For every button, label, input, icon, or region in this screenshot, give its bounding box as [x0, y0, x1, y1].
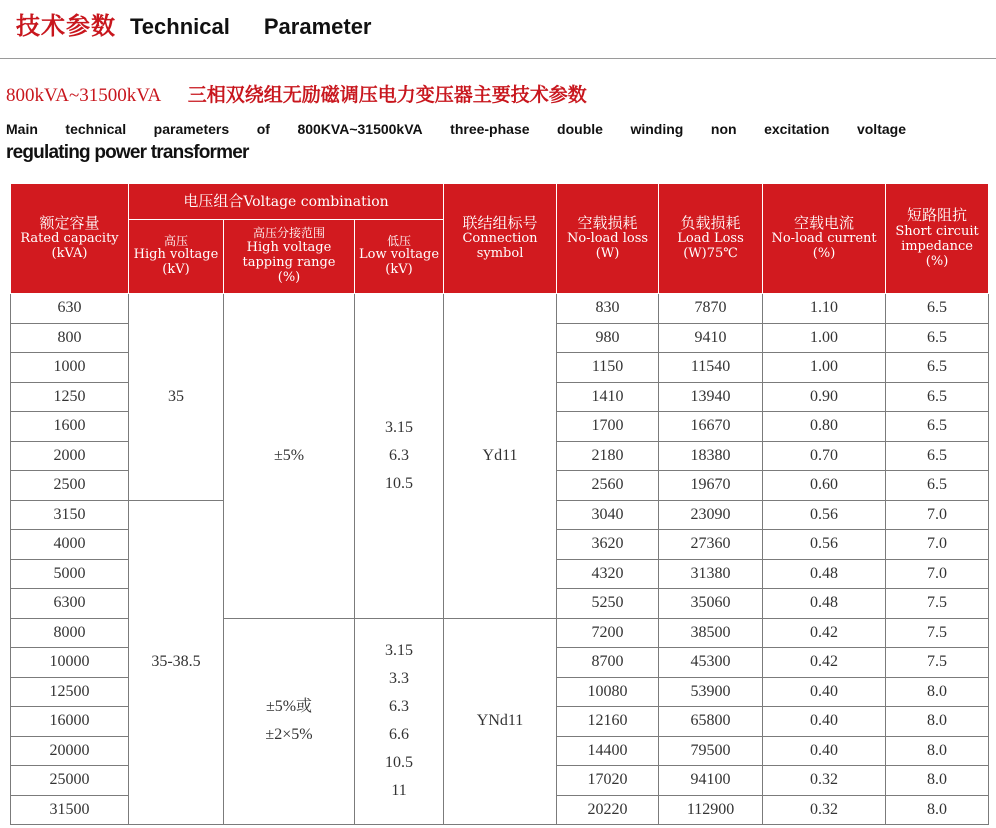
- cell-impedance: 6.5: [886, 294, 989, 324]
- technical-parameter-table: [10, 183, 989, 825]
- cell-high-voltage-35-38-5: 35-38.5: [129, 500, 224, 825]
- header-short-circuit-impedance: 短路阻抗 Short circuit impedance (%): [886, 184, 989, 294]
- description-word: technical: [65, 121, 127, 137]
- cell-impedance: 6.5: [886, 353, 989, 383]
- cell-no-load-current: 0.32: [763, 795, 886, 825]
- cell-capacity: 800: [11, 323, 129, 353]
- cell-capacity: 4000: [11, 530, 129, 560]
- header-tapping-range: 高压分接范围 High voltage tapping range (%): [224, 220, 355, 294]
- header-no-load-current: 空载电流 No-load current (%): [763, 184, 886, 294]
- cell-no-load-current: 1.00: [763, 353, 886, 383]
- cell-tapping-range-a: ±5%: [224, 294, 355, 619]
- cell-impedance: 8.0: [886, 795, 989, 825]
- cell-no-load-loss: 1410: [557, 382, 659, 412]
- cell-impedance: 7.0: [886, 559, 989, 589]
- cell-capacity: 8000: [11, 618, 129, 648]
- description-word: of: [256, 121, 270, 137]
- cell-capacity: 12500: [11, 677, 129, 707]
- header-low-voltage: 低压 Low voltage (kV): [355, 220, 444, 294]
- cell-no-load-current: 0.60: [763, 471, 886, 501]
- cell-load-loss: 65800: [659, 707, 763, 737]
- subtitle-title-cn: 三相双绕组无励磁调压电力变压器主要技术参数: [187, 84, 587, 106]
- cell-no-load-current: 0.70: [763, 441, 886, 471]
- cell-no-load-loss: 12160: [557, 707, 659, 737]
- cell-load-loss: 11540: [659, 353, 763, 383]
- cell-capacity: 5000: [11, 559, 129, 589]
- cell-capacity: 2000: [11, 441, 129, 471]
- cell-load-loss: 23090: [659, 500, 763, 530]
- cell-no-load-current: 0.56: [763, 500, 886, 530]
- cell-capacity: 6300: [11, 589, 129, 619]
- cell-load-loss: 35060: [659, 589, 763, 619]
- cell-impedance: 8.0: [886, 677, 989, 707]
- description-word: non: [710, 121, 737, 137]
- cell-capacity: 20000: [11, 736, 129, 766]
- cell-impedance: 6.5: [886, 323, 989, 353]
- cell-load-loss: 112900: [659, 795, 763, 825]
- description-word: 800KVA~31500kVA: [297, 121, 423, 137]
- cell-no-load-loss: 17020: [557, 766, 659, 796]
- cell-no-load-loss: 3620: [557, 530, 659, 560]
- cell-no-load-current: 0.40: [763, 707, 886, 737]
- cell-load-loss: 7870: [659, 294, 763, 324]
- cell-impedance: 6.5: [886, 412, 989, 442]
- cell-no-load-loss: 7200: [557, 618, 659, 648]
- cell-load-loss: 18380: [659, 441, 763, 471]
- cell-load-loss: 94100: [659, 766, 763, 796]
- cell-no-load-current: 0.48: [763, 559, 886, 589]
- subtitle: [6, 80, 587, 107]
- cell-impedance: 6.5: [886, 471, 989, 501]
- cell-impedance: 6.5: [886, 382, 989, 412]
- subtitle-capacity-range: 800kVA~31500kVA: [6, 85, 162, 106]
- cell-no-load-current: 0.40: [763, 677, 886, 707]
- table-row: [11, 294, 989, 324]
- cell-no-load-loss: 5250: [557, 589, 659, 619]
- cell-no-load-current: 1.10: [763, 294, 886, 324]
- cell-load-loss: 13940: [659, 382, 763, 412]
- cell-impedance: 7.5: [886, 618, 989, 648]
- page-title-cn: 技术参数: [16, 12, 116, 40]
- cell-no-load-loss: 1150: [557, 353, 659, 383]
- cell-capacity: 1250: [11, 382, 129, 412]
- page-title-en-technical: Technical: [130, 14, 230, 39]
- cell-load-loss: 53900: [659, 677, 763, 707]
- description-word: winding: [630, 121, 684, 137]
- cell-capacity: 3150: [11, 500, 129, 530]
- cell-impedance: 8.0: [886, 736, 989, 766]
- description-word: double: [557, 121, 603, 137]
- cell-low-voltage-b: 3.15 3.3 6.3 6.6 10.5 11: [355, 618, 444, 825]
- cell-no-load-loss: 1700: [557, 412, 659, 442]
- cell-impedance: 8.0: [886, 766, 989, 796]
- cell-capacity: 25000: [11, 766, 129, 796]
- description-line-2: regulating power transformer: [6, 142, 249, 163]
- cell-capacity: 1600: [11, 412, 129, 442]
- cell-no-load-loss: 830: [557, 294, 659, 324]
- cell-no-load-loss: 2560: [557, 471, 659, 501]
- cell-no-load-current: 0.42: [763, 648, 886, 678]
- cell-load-loss: 9410: [659, 323, 763, 353]
- header-rated-capacity: 额定容量 Rated capacity (kVA): [11, 184, 129, 294]
- cell-load-loss: 27360: [659, 530, 763, 560]
- page-header: [16, 6, 372, 46]
- cell-low-voltage-a: 3.15 6.3 10.5: [355, 294, 444, 619]
- cell-impedance: 7.0: [886, 500, 989, 530]
- cell-capacity: 10000: [11, 648, 129, 678]
- cell-capacity: 2500: [11, 471, 129, 501]
- cell-capacity: 1000: [11, 353, 129, 383]
- cell-load-loss: 45300: [659, 648, 763, 678]
- header-load-loss: 负载损耗 Load Loss (W)75℃: [659, 184, 763, 294]
- description-word: three-phase: [450, 121, 530, 137]
- description-word: excitation: [764, 121, 830, 137]
- cell-no-load-loss: 20220: [557, 795, 659, 825]
- cell-load-loss: 16670: [659, 412, 763, 442]
- header-high-voltage: 高压 High voltage (kV): [129, 220, 224, 294]
- cell-capacity: 630: [11, 294, 129, 324]
- cell-no-load-current: 0.90: [763, 382, 886, 412]
- cell-no-load-loss: 4320: [557, 559, 659, 589]
- cell-no-load-current: 0.56: [763, 530, 886, 560]
- header-connection-symbol: 联结组标号 Connection symbol: [444, 184, 557, 294]
- cell-capacity: 31500: [11, 795, 129, 825]
- cell-impedance: 7.5: [886, 589, 989, 619]
- description-word: voltage: [856, 121, 906, 137]
- cell-impedance: 7.0: [886, 530, 989, 560]
- cell-no-load-loss: 980: [557, 323, 659, 353]
- page-title-en-parameter: Parameter: [263, 14, 372, 39]
- cell-no-load-current: 0.80: [763, 412, 886, 442]
- cell-no-load-current: 0.42: [763, 618, 886, 648]
- cell-impedance: 6.5: [886, 441, 989, 471]
- cell-load-loss: 31380: [659, 559, 763, 589]
- cell-no-load-loss: 3040: [557, 500, 659, 530]
- cell-no-load-loss: 2180: [557, 441, 659, 471]
- cell-no-load-loss: 10080: [557, 677, 659, 707]
- description-line-1: [6, 121, 906, 137]
- cell-connection-yd11: Yd11: [444, 294, 557, 619]
- cell-capacity: 16000: [11, 707, 129, 737]
- header-voltage-combination: 电压组合Voltage combination: [129, 184, 444, 220]
- description-word: Main: [6, 121, 38, 137]
- cell-load-loss: 19670: [659, 471, 763, 501]
- header-no-load-loss: 空载损耗 No-load loss (W): [557, 184, 659, 294]
- cell-no-load-current: 0.32: [763, 766, 886, 796]
- cell-load-loss: 79500: [659, 736, 763, 766]
- cell-impedance: 8.0: [886, 707, 989, 737]
- cell-load-loss: 38500: [659, 618, 763, 648]
- description-word: parameters: [153, 121, 230, 137]
- header-divider: [0, 58, 996, 59]
- cell-impedance: 7.5: [886, 648, 989, 678]
- cell-no-load-current: 0.40: [763, 736, 886, 766]
- cell-no-load-loss: 8700: [557, 648, 659, 678]
- cell-connection-ynd11: YNd11: [444, 618, 557, 825]
- cell-no-load-loss: 14400: [557, 736, 659, 766]
- cell-no-load-current: 1.00: [763, 323, 886, 353]
- cell-high-voltage-35: 35: [129, 294, 224, 501]
- cell-tapping-range-b: ±5%或 ±2×5%: [224, 618, 355, 825]
- cell-no-load-current: 0.48: [763, 589, 886, 619]
